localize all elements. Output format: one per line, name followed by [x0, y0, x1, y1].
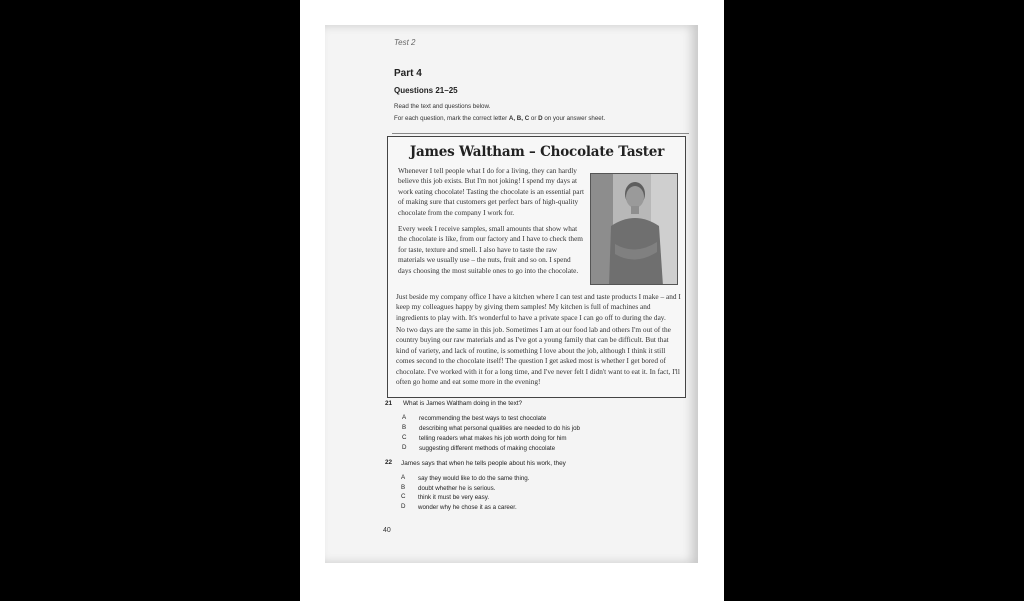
- part-heading: Part 4: [394, 68, 422, 79]
- option-letter: C: [401, 493, 406, 500]
- option-letter: A: [401, 474, 406, 481]
- article-paragraph-3: Just beside my company office I have a kitchen where I can test and taste products I make – and I keep my colleagues happy by giving them samples! My kitchen is full of machines and ingredients to play with. It's wonderful to have a private space I can go off to during the day.: [396, 292, 681, 322]
- question-number: 22: [385, 459, 393, 466]
- article-paragraph-4: No two days are the same in this job. Sometimes I am at our food lab and others I'm out of the country buying our raw materials and as I've got a young family that can be difficult. But that kind of variety, and lack of routine, is something I love about the job, although I think it still comes second to the chocolate itself! The question I get asked most is whether I get bored of chocolate. I've worked with it for a long time, and I've never felt I didn't want to eat it. In fact, I'll often go home and eat some more in the evening!: [396, 325, 680, 387]
- option-text: doubt whether he is serious.: [418, 485, 496, 492]
- option-letter: C: [402, 434, 407, 441]
- option-letter: A: [402, 414, 407, 421]
- instruction-text: For each question, mark the correct letter: [394, 115, 509, 122]
- running-head: Test 2: [394, 38, 416, 47]
- instruction-line-1: Read the text and questions below.: [394, 103, 491, 110]
- option-text: recommending the best ways to test chocolate: [419, 415, 547, 422]
- person-photo-icon: [590, 173, 678, 285]
- option-letter: D: [401, 503, 406, 510]
- option-text: wonder why he chose it as a career.: [418, 504, 517, 511]
- question-text: James says that when he tells people about his work, they: [401, 460, 566, 467]
- option-text: suggesting different methods of making chocolate: [419, 445, 556, 452]
- questions-range: Questions 21–25: [394, 86, 458, 95]
- instruction-or: or: [529, 115, 539, 122]
- option-letter: D: [402, 444, 407, 451]
- page-number: 40: [383, 527, 391, 534]
- option-text: describing what personal qualities are needed to do his job: [419, 425, 580, 432]
- option-text: say they would like to do the same thing.: [418, 475, 530, 482]
- option-text: telling readers what makes his job worth doing for him: [419, 435, 567, 442]
- option-letter: B: [402, 424, 407, 431]
- instruction-text-end: on your answer sheet.: [542, 115, 606, 122]
- article-title: James Waltham – Chocolate Taster: [409, 144, 665, 160]
- article-paragraph-1: Whenever I tell people what I do for a living, they can hardly believe this job exists. But I'm not joking! I spend my days at work eating chocolate! Tasting the chocolate is an essential part of making sure that customers get perfect bars of high-quality chocolate from the company I work for.: [398, 166, 584, 217]
- option-text: think it must be very easy.: [418, 494, 490, 501]
- option-letter: B: [401, 484, 406, 491]
- instruction-line-2: [394, 115, 605, 122]
- article-paragraph-2: Every week I receive samples, small amounts that show what the chocolate is like, from our factory and I have to check them for taste, texture and smell. I also have to taste the raw materials we usually use – the nuts, fruit and so on. I spend days choosing the most suitable ones to go into the chocolate.: [398, 224, 583, 275]
- divider: [392, 133, 689, 134]
- question-number: 21: [385, 400, 393, 407]
- instruction-letters: A, B, C: [508, 115, 530, 122]
- instruction-letter-d: D: [538, 115, 543, 122]
- question-text: What is James Waltham doing in the text?: [403, 400, 523, 407]
